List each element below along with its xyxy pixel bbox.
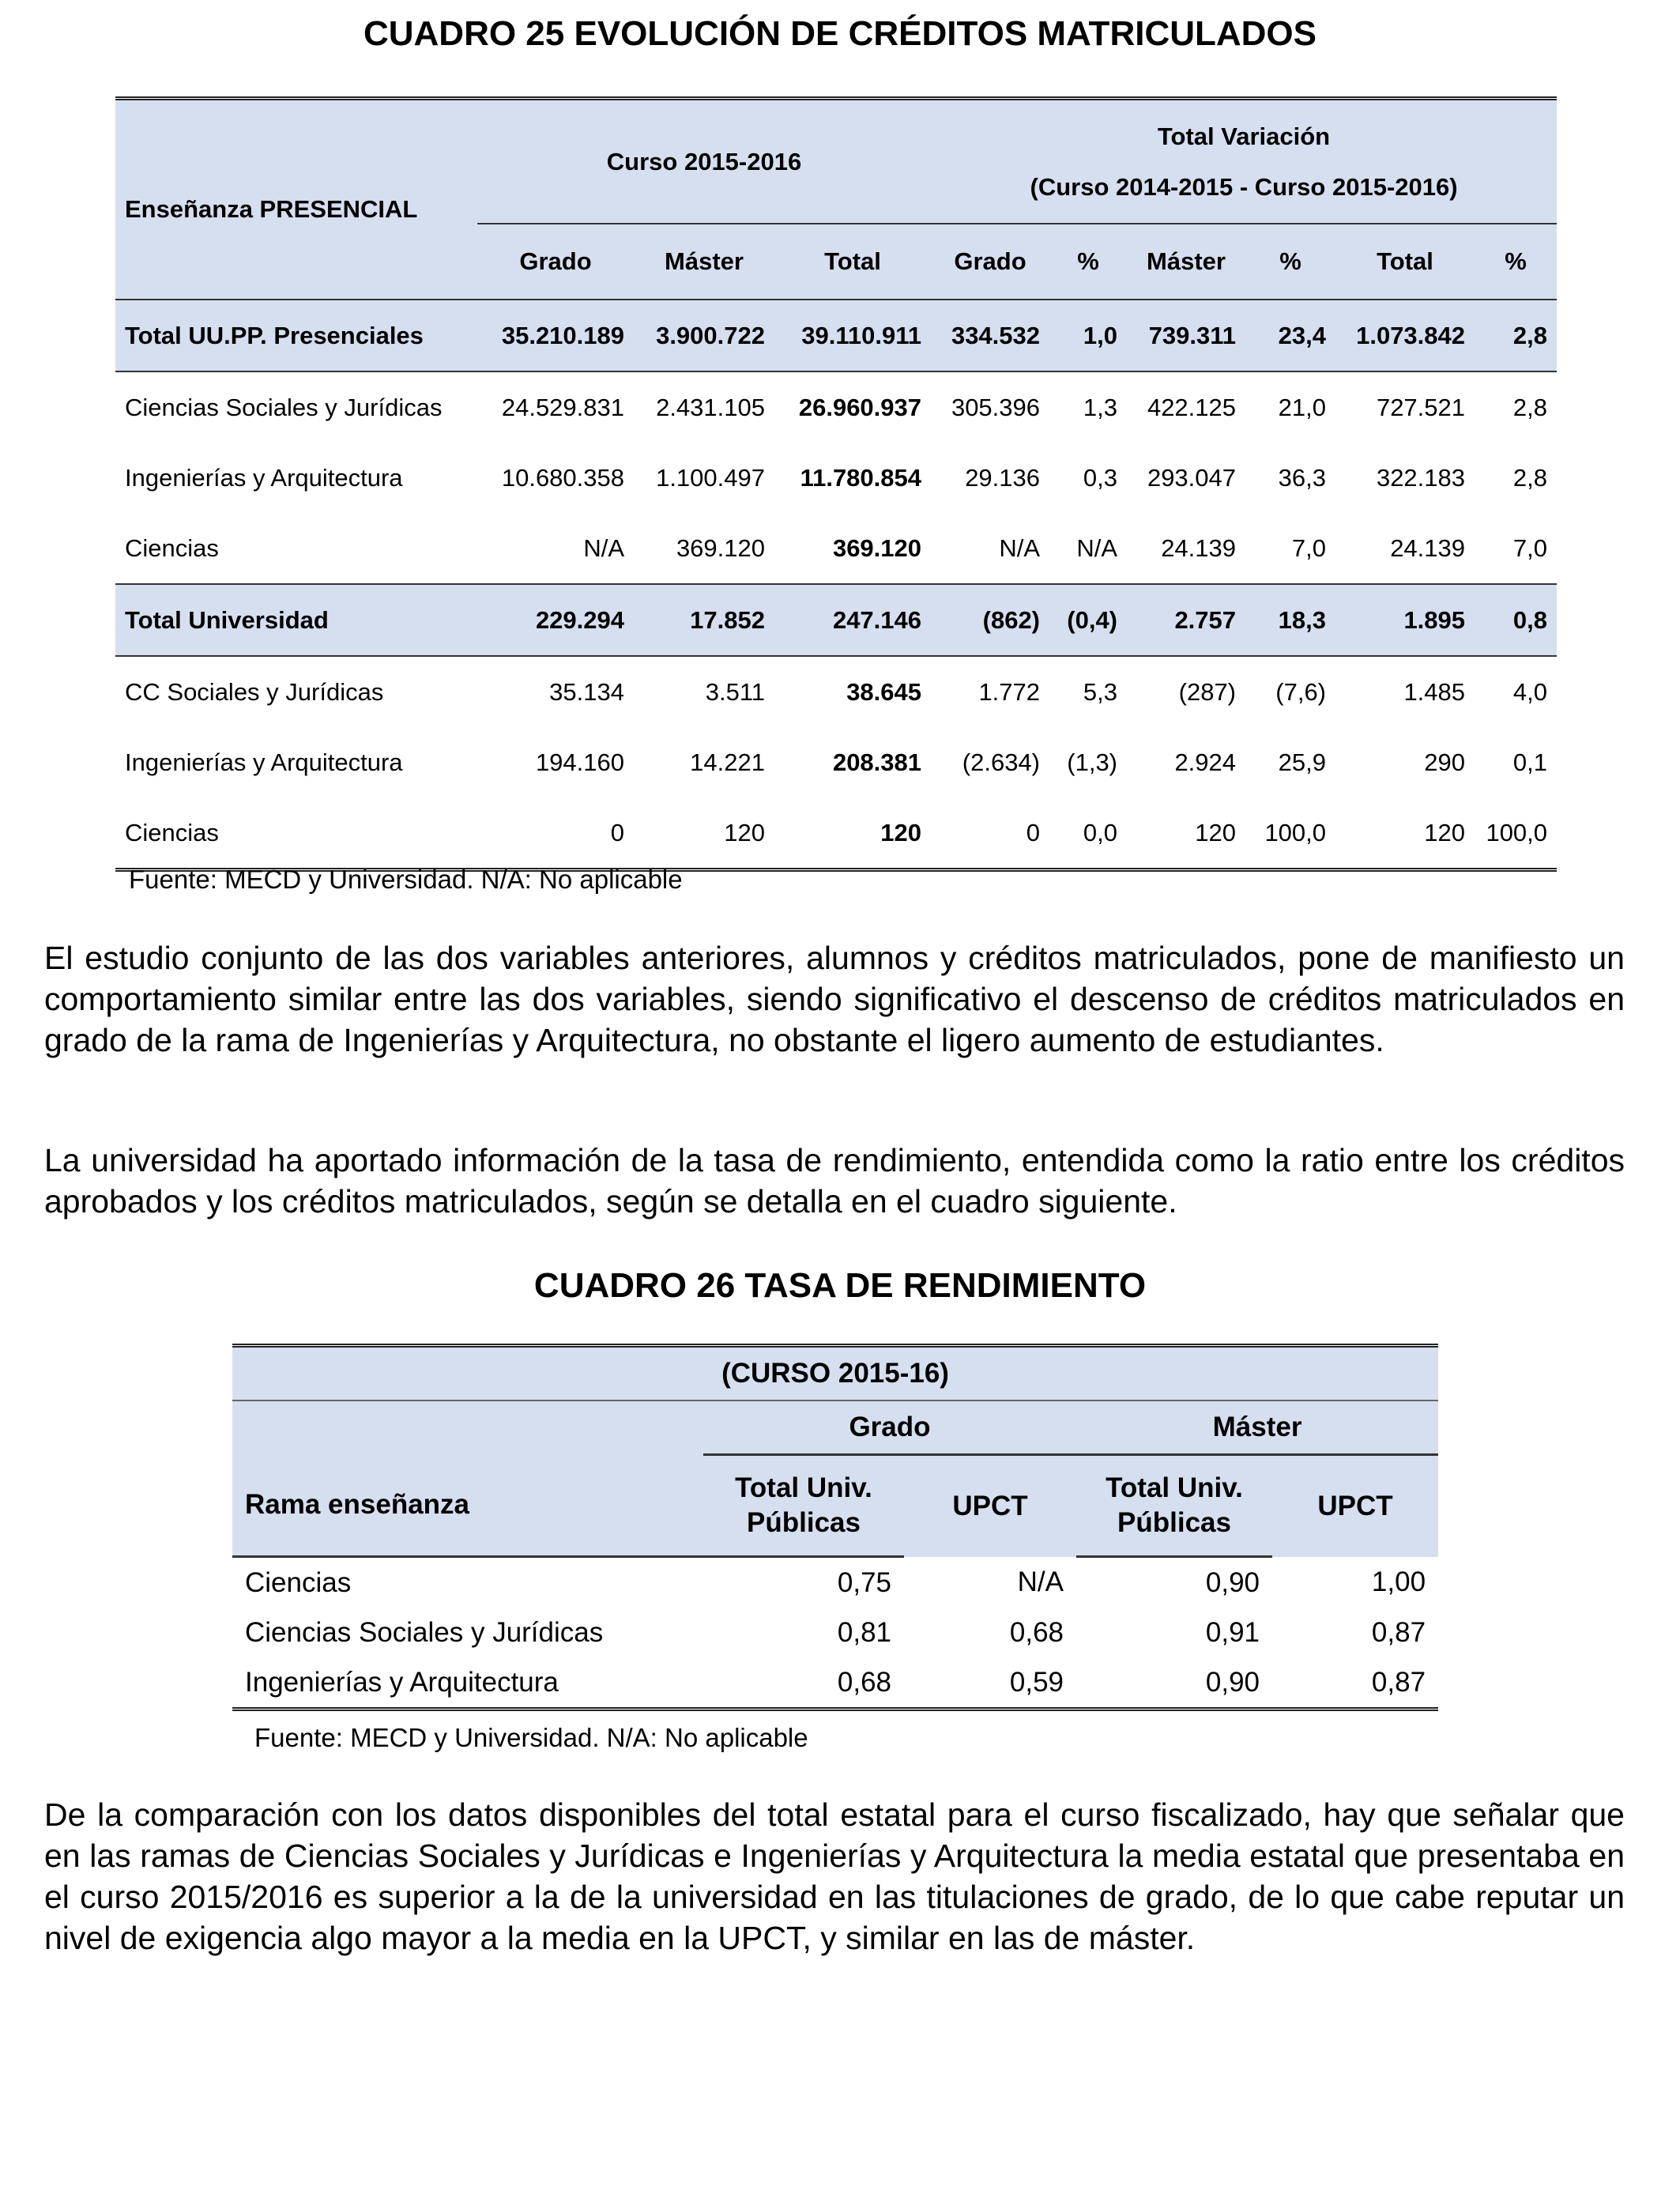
cuadro26-table: [232, 1344, 1438, 1711]
header-total-univ-line2: Públicas: [747, 1507, 861, 1538]
row-label: Ingenierías y Arquitectura: [245, 1666, 559, 1698]
cell-value: 3.511: [705, 677, 765, 706]
cell-value: 35.134: [549, 677, 624, 706]
cell-value: (0,4): [1049, 584, 1127, 656]
cell-value: 100,0: [1486, 818, 1548, 846]
header-total-univ-line1: Total Univ.: [735, 1472, 872, 1503]
cell-value: 0,81: [837, 1616, 891, 1648]
cell-value: 5,3: [1083, 677, 1118, 706]
cell-value: 0,90: [1205, 1566, 1260, 1598]
row-label: Ciencias: [245, 1566, 352, 1598]
cell-value: 422.125: [1147, 393, 1237, 421]
cell-value: 0,90: [1205, 1666, 1260, 1698]
cell-value: 23,4: [1245, 300, 1335, 371]
cell-value: 38.645: [846, 677, 922, 706]
col-header: %: [1505, 247, 1527, 275]
cuadro26-title: CUADRO 26 TASA DE RENDIMIENTO: [533, 1266, 1147, 1305]
cell-value: 0,0: [1083, 818, 1118, 846]
header-total-univ-line2: Públicas: [1117, 1507, 1231, 1538]
cell-value: 120: [1195, 818, 1237, 846]
cell-value: 293.047: [1147, 463, 1237, 492]
cell-value: 0,59: [1009, 1666, 1064, 1698]
header-total-univ-line1: Total Univ.: [1106, 1472, 1243, 1503]
cell-value: 3.900.722: [634, 300, 774, 371]
cell-value: 0: [1026, 818, 1041, 846]
col-header: Grado: [954, 247, 1026, 275]
cell-value: 2.757: [1127, 584, 1245, 656]
header-curso-2015-16: (CURSO 2015-16): [232, 1346, 1438, 1401]
col-header: %: [1279, 247, 1301, 275]
cell-value: 229.294: [477, 584, 634, 656]
cell-value: 305.396: [951, 393, 1041, 421]
cell-value: 208.381: [832, 748, 922, 776]
cell-value: 322.183: [1376, 463, 1466, 492]
cell-value: 1.772: [978, 677, 1041, 706]
col-header: Máster: [1147, 247, 1226, 275]
header-total-univ-grado: [703, 1455, 904, 1557]
cell-value: 0,75: [837, 1566, 891, 1598]
cell-value: 0: [610, 818, 624, 846]
cell-value: 24.529.831: [501, 393, 624, 421]
cell-value: 17.852: [634, 584, 774, 656]
cell-value: 35.210.189: [477, 300, 634, 371]
header-upct-master: UPCT: [1272, 1455, 1438, 1557]
cell-value: 11.780.854: [800, 463, 922, 492]
total-row: [115, 300, 1557, 371]
cell-value: 739.311: [1127, 300, 1245, 371]
col-header: Máster: [665, 247, 744, 275]
cell-value: 2,8: [1512, 393, 1548, 421]
cell-value: 24.139: [1161, 533, 1237, 562]
cuadro25-title: CUADRO 25 EVOLUCIÓN DE CRÉDITOS MATRICULADOS: [363, 14, 1317, 53]
row-label: Ciencias: [125, 533, 219, 562]
header-rama: Rama enseñanza: [232, 1455, 703, 1557]
header-total-univ-master: [1076, 1455, 1272, 1557]
cell-value: 1,3: [1083, 393, 1118, 421]
cell-value: (1,3): [1067, 748, 1118, 776]
col-header: Total: [824, 247, 881, 275]
row-label: Ciencias: [125, 818, 219, 846]
cell-value: 2.924: [1174, 748, 1237, 776]
paragraph-1: El estudio conjunto de las dos variables anteriores, alumnos y créditos matriculados, pone de manifiesto un comportamiento similar entre las dos variables, siendo significativo el descenso de créditos matriculados en grado de la rama de Ingenierías y Arquitectura, no obstante el ligero aumento de estudiantes.: [44, 940, 1625, 1058]
table-row: [115, 371, 1557, 443]
cell-value: 2.431.105: [656, 393, 765, 421]
table-row: [115, 513, 1557, 584]
cell-value: 36,3: [1278, 463, 1327, 492]
header-curso: Curso 2015-2016: [477, 99, 931, 224]
cell-value: 1.485: [1403, 677, 1466, 706]
header-master: Máster: [1076, 1400, 1438, 1455]
cell-value: 29.136: [965, 463, 1041, 492]
cuadro25-table: [115, 96, 1557, 872]
cell-value: N/A: [583, 533, 624, 562]
cell-value: 24.139: [1390, 533, 1466, 562]
table-row: [115, 443, 1557, 513]
cell-value: 334.532: [931, 300, 1049, 371]
cell-value: 4,0: [1512, 677, 1548, 706]
cell-value: 18,3: [1245, 584, 1335, 656]
header-total-variacion: [931, 99, 1557, 224]
cell-value: 727.521: [1376, 393, 1466, 421]
row-label: Ingenierías y Arquitectura: [125, 748, 403, 776]
cell-value: 0,68: [1009, 1616, 1064, 1648]
cell-value: 120: [1424, 818, 1466, 846]
table-row: [115, 727, 1557, 797]
row-label: Total Universidad: [115, 584, 477, 656]
cell-value: 247.146: [774, 584, 931, 656]
table-row: [115, 797, 1557, 870]
cell-value: 1,00: [1371, 1566, 1426, 1597]
cuadro26-source: Fuente: MECD y Universidad. N/A: No aplicable: [254, 1723, 808, 1752]
cell-value: 369.120: [676, 533, 765, 562]
paragraph-2: La universidad ha aportado información de la tasa de rendimiento, entendida como la ratio entre los créditos aprobados y los créditos matriculados, según se detalla en el cuadro siguiente.: [44, 1142, 1625, 1220]
cell-value: (287): [1178, 677, 1237, 706]
header-grado: Grado: [703, 1400, 1076, 1455]
col-header: %: [1077, 247, 1099, 275]
header-total-variacion-line2: (Curso 2014-2015 - Curso 2015-2016): [1030, 172, 1458, 201]
cell-value: 1.073.842: [1335, 300, 1475, 371]
cell-value: 1.895: [1335, 584, 1475, 656]
cell-value: 10.680.358: [501, 463, 624, 492]
header-total-variacion-line1: Total Variación: [1157, 122, 1331, 150]
cell-value: 7,0: [1291, 533, 1327, 562]
paragraph-3: De la comparación con los datos disponibles del total estatal para el curso fiscalizado, hay que señalar que en las ramas de Ciencias Sociales y Jurídicas e Ingenierías y Arquitectura la media estatal que presentaba en el curso 2015/2016 es superior a la de la universidad en las titulaciones de grado, de lo que cabe reputar un nivel de exigencia algo mayor a la media en la UPCT, y similar en las de máster.: [44, 1796, 1625, 1956]
cell-value: 0,87: [1371, 1616, 1426, 1648]
cell-value: 0,87: [1371, 1666, 1426, 1698]
cell-value: (862): [931, 584, 1049, 656]
total-row: [115, 584, 1557, 656]
cell-value: 1,0: [1049, 300, 1127, 371]
cell-value: 21,0: [1278, 393, 1327, 421]
cell-value: 39.110.911: [774, 300, 931, 371]
cell-value: 25,9: [1278, 748, 1327, 776]
row-label: CC Sociales y Jurídicas: [125, 677, 384, 706]
cell-value: 290: [1424, 748, 1466, 776]
header-upct-grado: UPCT: [904, 1455, 1076, 1557]
cell-value: 0,1: [1512, 748, 1548, 776]
cell-value: 2,8: [1475, 300, 1557, 371]
table-row: [232, 1557, 1438, 1608]
cuadro25-source: Fuente: MECD y Universidad. N/A: No aplicable: [129, 865, 683, 894]
cell-value: 0,8: [1475, 584, 1557, 656]
cell-value: 26.960.937: [798, 393, 922, 421]
header-ensenanza: Enseñanza PRESENCIAL: [125, 194, 418, 223]
header-blank: [232, 1400, 703, 1455]
cell-value: 0,91: [1205, 1616, 1260, 1648]
row-label: Total UU.PP. Presenciales: [115, 300, 477, 371]
cell-value: 14.221: [690, 748, 765, 776]
cell-value: 100,0: [1264, 818, 1327, 846]
cell-value: 120: [880, 818, 922, 846]
cell-value: 120: [724, 818, 765, 846]
cell-value: 0,68: [837, 1666, 891, 1698]
cell-value: 194.160: [535, 748, 624, 776]
table-row: [115, 656, 1557, 727]
cell-value: (7,6): [1275, 677, 1327, 706]
table-row: [232, 1608, 1438, 1657]
cell-value: 7,0: [1512, 533, 1548, 562]
cell-value: 369.120: [832, 533, 922, 562]
cell-value: 2,8: [1512, 463, 1548, 492]
cell-value: 0,3: [1083, 463, 1118, 492]
col-header: Grado: [519, 247, 592, 275]
table-row: [232, 1657, 1438, 1710]
cell-value: N/A: [1017, 1566, 1064, 1597]
row-label: Ingenierías y Arquitectura: [125, 463, 403, 492]
cell-value: N/A: [999, 533, 1041, 562]
cell-value: 1.100.497: [656, 463, 765, 492]
row-label: Ciencias Sociales y Jurídicas: [125, 393, 443, 421]
col-header: Total: [1377, 247, 1433, 275]
cell-value: N/A: [1076, 533, 1118, 562]
row-label: Ciencias Sociales y Jurídicas: [245, 1616, 604, 1648]
cell-value: (2.634): [962, 748, 1041, 776]
